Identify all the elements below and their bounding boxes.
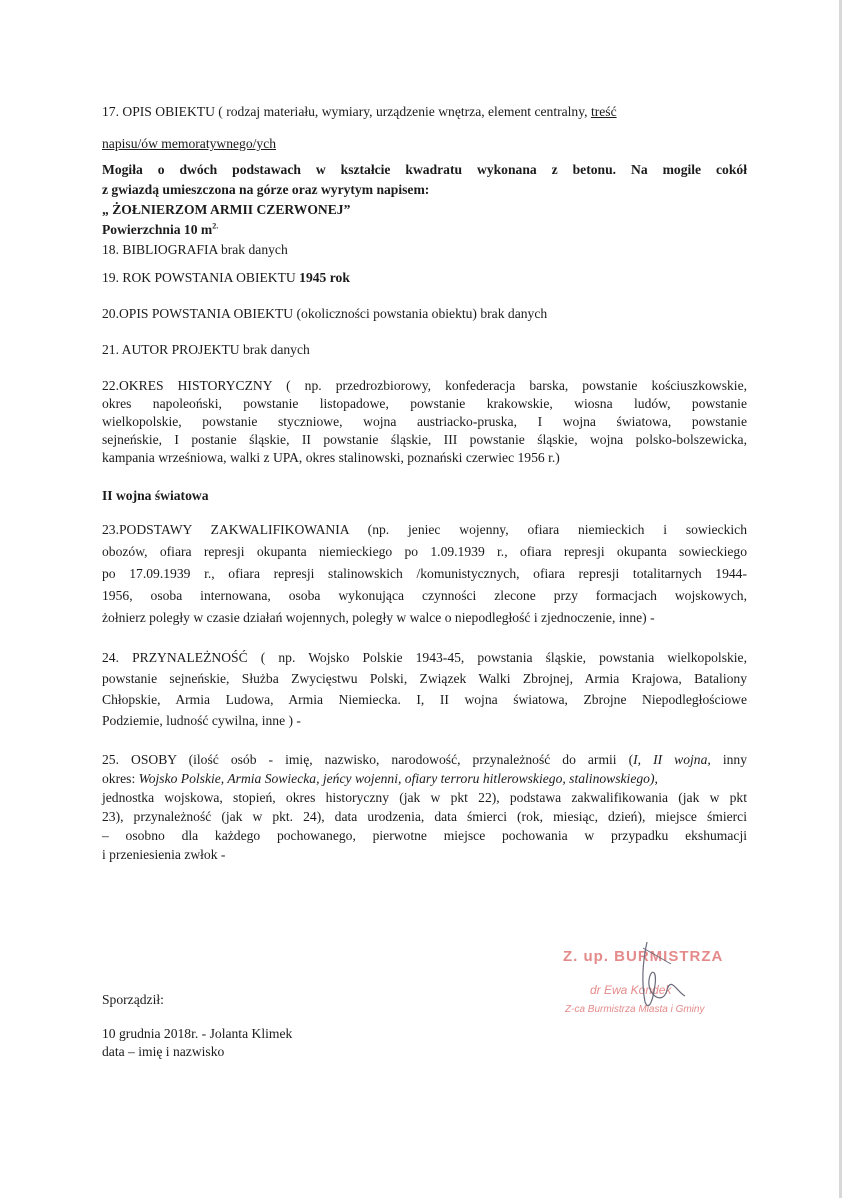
sec23-line: żołnierz poległy w czasie działań wojennych, poległy w walce o niepodległość i zjednoczenie, inne) - bbox=[102, 610, 655, 625]
sec19-value: 1945 rok bbox=[299, 270, 350, 285]
sec25-line: i przeniesienia zwłok - bbox=[102, 847, 226, 862]
sec17-inscription: „ ŻOŁNIERZOM ARMII CZERWONEJ” bbox=[102, 202, 351, 217]
sec21-author: 21. AUTOR PROJEKTU brak danych bbox=[102, 342, 310, 357]
sec18-bibliography: 18. BIBLIOGRAFIA brak danych bbox=[102, 242, 288, 257]
sec25-line: jednostka wojskowa, stopień, okres historyczny (jak w pkt 22), podstawa zakwalifikowania (jak w pkt bbox=[102, 790, 747, 805]
prepared-by-label: Sporządził: bbox=[102, 992, 164, 1007]
sec22-line: wielkopolskie, powstanie styczniowe, wojna austriacko-pruska, I wojna światowa, powstanie bbox=[102, 414, 747, 429]
sec23-line: obozów, ofiara represji okupanta niemieckiego po 1.09.1939 r., ofiara represji okupanta sowieckiego bbox=[102, 544, 747, 559]
sec25-italic-war: I, II wojna, bbox=[633, 752, 711, 767]
sec17-description-1: Mogiła o dwóch podstawach w kształcie kwadratu wykonana z betonu. Na mogile cokół bbox=[102, 162, 747, 177]
prepared-date-name: 10 grudnia 2018r. - Jolanta Klimek bbox=[102, 1026, 293, 1041]
stamp-title: Z. up. BURMISTRZA bbox=[563, 948, 724, 965]
prepared-caption: data – imię i nazwisko bbox=[102, 1044, 225, 1059]
sec22-line: 22.OKRES HISTORYCZNY ( np. przedrozbiorowy, konfederacja barska, powstanie kościuszkowskie, bbox=[102, 378, 747, 393]
sec22-line: kampania wrześniowa, walki z UPA, okres stalinowski, poznański czerwiec 1956 r.) bbox=[102, 450, 560, 465]
official-stamp bbox=[545, 940, 755, 1030]
sec20-origin: 20.OPIS POWSTANIA OBIEKTU (okoliczności powstania obiektu) brak danych bbox=[102, 306, 548, 321]
area-superscript: 2. bbox=[212, 221, 219, 231]
sec25-other: inny bbox=[710, 752, 747, 767]
sec24-line: 24. PRZYNALEŻNOŚĆ ( np. Wojsko Polskie 1943-45, powstania śląskie, powstania wielkopolskie, bbox=[102, 650, 747, 665]
sec17-description-2: z gwiazdą umieszczona na górze oraz wyrytym napisem: bbox=[102, 182, 430, 197]
sec25-line1 bbox=[102, 752, 747, 768]
sec17-line1 bbox=[102, 104, 747, 120]
sec19-year bbox=[102, 270, 747, 286]
sec22-answer: II wojna światowa bbox=[102, 488, 209, 503]
sec24-line: powstanie sejneńskie, Służba Zwycięstwu Polski, Związek Walki Zbrojnej, Armia Krajowa, Bataliony bbox=[102, 671, 747, 686]
area-text: Powierzchnia 10 m bbox=[102, 222, 213, 237]
sec22-line: sejneńskie, I postanie śląskie, II powstanie śląskie, III powstanie śląskie, wojna polsko-bolszewicka, bbox=[102, 432, 747, 447]
sec17-line2: napisu/ów memoratywnego/ych bbox=[102, 136, 277, 151]
sec25-italic-examples: Wojsko Polskie, Armia Sowiecka, jeńcy wojenni, ofiary terroru hitlerowskiego, stalinowskiego), bbox=[138, 771, 658, 786]
sec22-line: okres napoleoński, powstanie listopadowe, powstanie krakowskie, wiosna ludów, powstanie bbox=[102, 396, 747, 411]
sec25-line2 bbox=[102, 771, 747, 787]
stamp-role: Z-ca Burmistrza Miasta i Gminy bbox=[565, 1004, 705, 1015]
signature-icon bbox=[545, 940, 755, 1030]
sec19-label: 19. ROK POWSTANIA OBIEKTU bbox=[102, 270, 300, 285]
sec24-line: Chłopskie, Armia Ludowa, Armia Niemiecka. I, II wojna światowa, Zbrojne Niepodległościowe bbox=[102, 692, 747, 707]
sec23-line: po 17.09.1939 r., ofiara represji stalinowskich /komunistycznych, ofiara represji totalitarnych 1944- bbox=[102, 566, 747, 581]
sec17-area bbox=[102, 222, 747, 238]
sec23-line: 1956, osoba internowana, osoba wykonująca czynności zlecone przy formacjach wojskowych, bbox=[102, 588, 747, 603]
sec23-line: 23.PODSTAWY ZAKWALIFIKOWANIA (np. jeniec wojenny, ofiara niemieckich i sowieckich bbox=[102, 522, 747, 537]
sec25-line: 23), przynależność (jak w pkt. 24), data urodzenia, data śmierci (rok, miesiąc, dzień), miejsce śmierci bbox=[102, 809, 747, 824]
sec17-heading: 17. OPIS OBIEKTU ( rodzaj materiału, wymiary, urządzenie wnętrza, element centralny, bbox=[102, 104, 591, 119]
sec24-line: Podziemie, ludność cywilna, inne ) - bbox=[102, 713, 301, 728]
sec25-line: – osobno dla każdego pochowanego, pierwotne miejsce pochowania w przypadku ekshumacji bbox=[102, 828, 747, 843]
sec25-period-label: okres: bbox=[102, 771, 139, 786]
sec17-heading-underlined: treść bbox=[590, 104, 617, 119]
sec25-heading: 25. OSOBY (ilość osób - imię, nazwisko, narodowość, przynależność do armii ( bbox=[102, 752, 634, 767]
stamp-name: dr Ewa Kondek bbox=[590, 983, 672, 997]
